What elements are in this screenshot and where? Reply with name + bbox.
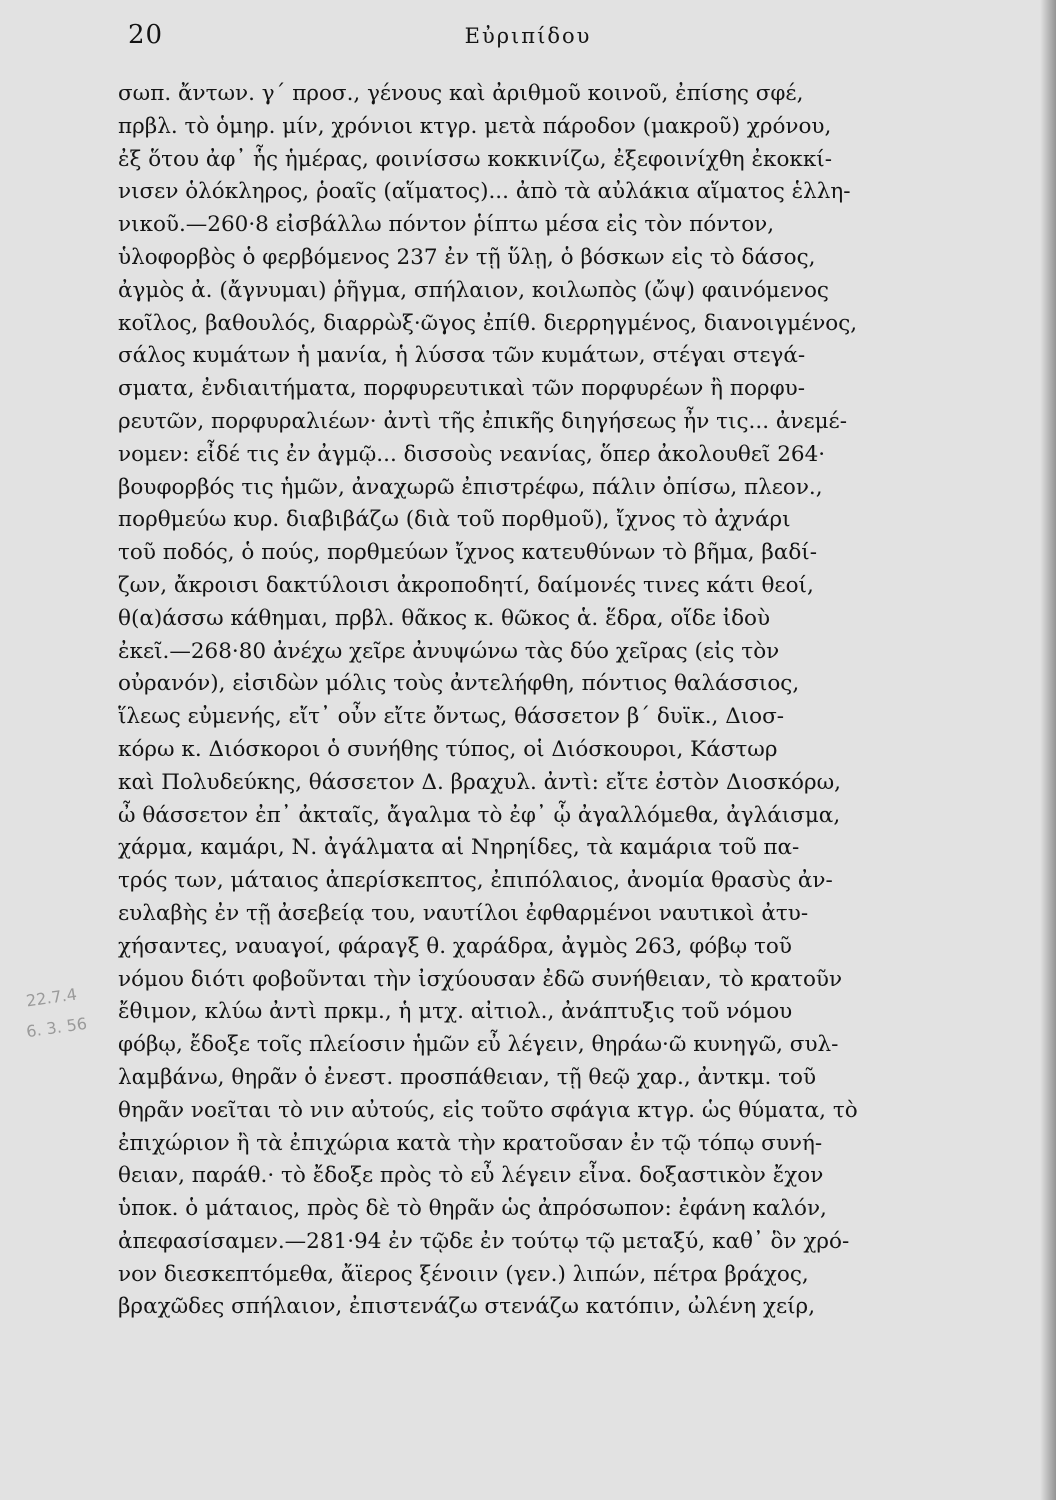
text-line: βραχῶδες σπήλαιον, ἐπιστενάζω στενάζω κατόπιν, ὠλένη χείρ,: [118, 1294, 816, 1320]
text-line: ἀγμὸς ἀ. (ἄγνυμαι) ῥῆγμα, σπήλαιον, κοιλωπὸς (ὤψ) φαινόμενος: [118, 277, 829, 303]
text-line: κοῖλος, βαθουλός, διαρρὼξ·ῶγος ἐπίθ. διερρηγμένος, διανοιγμένος,: [118, 310, 858, 336]
text-line: λαμβάνω, θηρᾶν ὁ ἐνεστ. προσπάθειαν, τῇ θεῷ χαρ., ἀντκμ. τοῦ: [118, 1064, 817, 1090]
text-line: σματα, ἐνδιαιτήματα, πορφυρευτικαὶ τῶν πορφυρέων ἢ πορφυ-: [118, 376, 805, 402]
text-line: τρός των, μάταιος ἀπερίσκεπτος, ἐπιπόλαιος, ἀνομία θρασὺς ἀν-: [118, 868, 833, 894]
margin-pencil-note: 22.7.4: [24, 984, 78, 1011]
text-line: νομεν: εἶδέ τις ἐν ἀγμῷ... δισσοὺς νεανίας, ὅπερ ἀκολουθεῖ 264·: [118, 441, 826, 467]
running-title: Εὐριπίδου: [464, 24, 592, 48]
text-line: ρευτῶν, πορφυραλιέων· ἀντὶ τῆς ἐπικῆς διηγήσεως ἦν τις... ἀνεμέ-: [118, 408, 847, 434]
text-line: ἐκεῖ.—268·80 ἀνέχω χεῖρε ἀνυψώνω τὰς δύο χεῖρας (εἰς τὸν: [118, 638, 780, 664]
page-edge-shadow: [1040, 0, 1056, 1500]
text-line: πορθμεύω κυρ. διαβιβάζω (διὰ τοῦ πορθμοῦ), ἴχνος τὸ ἀχνάρι: [118, 507, 791, 533]
margin-pencil-note: 6. 3. 56: [24, 1013, 89, 1042]
text-line: φόβῳ, ἔδοξε τοῖς πλείοσιν ἡμῶν εὖ λέγειν, θηράω·ῶ κυνηγῶ, συλ-: [118, 1032, 839, 1058]
commentary-text: [118, 78, 1056, 1324]
text-line: χήσαντες, ναυαγοί, φάραγξ θ. χαράδρα, ἀγμὸς 263, φόβῳ τοῦ: [118, 933, 792, 959]
text-line: ευλαβὴς ἐν τῇ ἀσεβείᾳ του, ναυτίλοι ἐφθαρμένοι ναυτικοὶ ἀτυ-: [118, 900, 809, 926]
text-line: ἐπιχώριον ἢ τὰ ἐπιχώρια κατὰ τὴν κρατοῦσαν ἐν τῷ τόπῳ συνή-: [118, 1130, 823, 1156]
page-number: 20: [128, 20, 164, 50]
text-line: κόρω κ. Διόσκοροι ὁ συνήθης τύπος, οἱ Διόσκουροι, Κάστωρ: [118, 736, 778, 762]
text-line: ὑποκ. ὁ μάταιος, πρὸς δὲ τὸ θηρᾶν ὡς ἀπρόσωπον: ἐφάνη καλόν,: [118, 1196, 827, 1222]
text-line: νόμου διότι φοβοῦνται τὴν ἰσχύουσαν ἐδῶ συνήθειαν, τὸ κρατοῦν: [118, 966, 843, 992]
text-line: ἵλεως εὐμενής, εἴτ᾽ οὖν εἴτε ὄντως, θάσσετον β΄ δυϊκ., Διοσ-: [118, 704, 785, 730]
text-line: βουφορβός τις ἡμῶν, ἀναχωρῶ ἐπιστρέφω, πάλιν ὀπίσω, πλεον.,: [118, 474, 823, 500]
text-line: θειαν, παράθ.· τὸ ἔδοξε πρὸς τὸ εὖ λέγειν εἶνα. δοξαστικὸν ἔχον: [118, 1163, 824, 1189]
text-line: ὦ θάσσετον ἐπ᾽ ἀκταῖς, ἄγαλμα τὸ ἐφ᾽ ᾧ ἀγαλλόμεθα, ἀγλάισμα,: [118, 802, 841, 828]
text-line: νον διεσκεπτόμεθα, ἄϊερος ξένοιιν (γεν.) λιπών, πέτρα βράχος,: [118, 1261, 809, 1287]
text-line: τοῦ ποδός, ὁ πούς, πορθμεύων ἴχνος κατευθύνων τὸ βῆμα, βαδί-: [118, 540, 817, 566]
text-line: σωπ. ἄντων. γ΄ προσ., γένους καὶ ἀριθμοῦ κοινοῦ, ἐπίσης σφέ,: [118, 81, 804, 106]
text-line: ὑλοφορβὸς ὁ φερβόμενος 237 ἐν τῇ ὕλῃ, ὁ βόσκων εἰς τὸ δάσος,: [118, 244, 816, 270]
text-line: καὶ Πολυδεύκης, θάσσετον Δ. βραχυλ. ἀντὶ: εἴτε ἐστὸν Διοσκόρω,: [118, 769, 842, 795]
text-line: ἔθιμον, κλύω ἀντὶ πρκμ., ἡ μτχ. αἰτιολ., ἀνάπτυξις τοῦ νόμου: [118, 999, 793, 1025]
text-line: πρβλ. τὸ ὁμηρ. μίν, χρόνιοι κτγρ. μετὰ πάροδον (μακροῦ) χρόνου,: [118, 113, 832, 139]
text-line: ζων, ἄκροισι δακτύλοισι ἀκροποδητί, δαίμονές τινες κάτι θεοί,: [118, 572, 814, 598]
text-line: θηρᾶν νοεῖται τὸ νιν αὐτούς, εἰς τοῦτο σφάγια κτγρ. ὡς θύματα, τὸ: [118, 1097, 858, 1123]
text-line: θ(α)άσσω κάθημαι, πρβλ. θᾶκος κ. θῶκος ἁ. ἕδρα, οἵδε ἰδοὺ: [118, 605, 771, 631]
text-line: χάρμα, καμάρι, Ν. ἀγάλματα αἱ Νηρηίδες, τὰ καμάρια τοῦ πα-: [118, 835, 800, 861]
text-line: νισεν ὁλόκληρος, ῥοαῖς (αἵματος)... ἀπὸ τὰ αὐλάκια αἵματος ἑλλη-: [118, 179, 851, 205]
text-line: ἀπεφασίσαμεν.—281·94 ἐν τῷδε ἐν τούτῳ τῷ μεταξύ, καθ᾽ ὃν χρό-: [118, 1228, 850, 1254]
text-line: σάλος κυμάτων ἡ μανία, ἡ λύσσα τῶν κυμάτων, στέγαι στεγά-: [118, 343, 806, 369]
text-line: νικοῦ.—260·8 εἰσβάλλω πόντον ῥίπτω μέσα εἰς τὸν πόντον,: [118, 212, 775, 238]
text-line: ἐξ ὅτου ἀφ᾽ ἧς ἡμέρας, φοινίσσω κοκκινίζω, ἐξεφοινίχθη ἐκοκκί-: [118, 146, 832, 172]
text-line: οὐρανόν), εἰσιδὼν μόλις τοὺς ἀντελήφθη, πόντιος θαλάσσιος,: [118, 671, 800, 697]
